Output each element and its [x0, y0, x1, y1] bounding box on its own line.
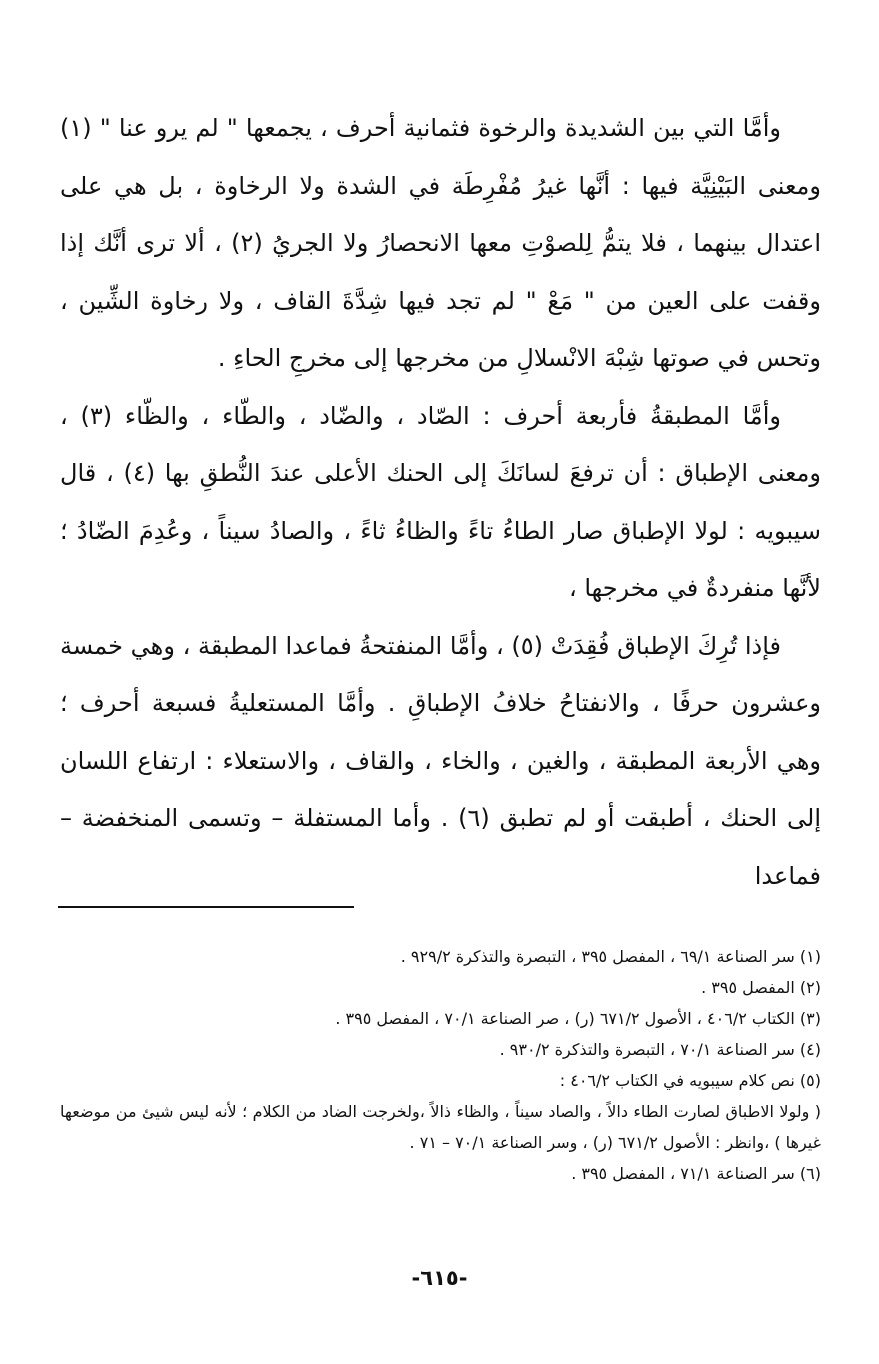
footnote-separator: [58, 906, 354, 908]
footnote-quote: ( ولولا الاطباق لصارت الطاء دالاً ، والصاد سيناً ، والظاء ذالاً ،ولخرجت الضاد من الكلام ؛ لأنه ليس شيئ من موضعها غيرها ) ،وانظر : الأصول ٦٧١/٢ (ر) ، وسر الصناعة ٧٠/١ – ٧١ .: [60, 1102, 821, 1152]
footnote: (٣) الكتاب ٤٠٦/٢ ، الأصول ٦٧١/٢ (ر) ، صر الصناعة ٧٠/١ ، المفصل ٣٩٥ .: [335, 1009, 821, 1028]
paragraph: وأمَّا المطبقةُ فأربعة أحرف : الصّاد ، والضّاد ، والطّاء ، والظّاء (٣) ، ومعنى الإطباق : أن ترفعَ لسانَكَ إلى الحنك الأعلى عندَ النُّطقِ بها (٤) ، قال سيبويه : لولا الإطباق صار الطاءُ تاءً والظاءُ ثاءً ، والصادُ سيناً ، وعُدِمَ الضّادُ ؛ لأنَّها منفردةٌ في مخرجها ،: [60, 401, 821, 602]
paragraph: فإذا تُرِكَ الإطباق فُقِدَتْ (٥) ، وأمَّا المنفتحةُ فماعدا المطبقة ، وهي خمسة وعشرون حرفًا ، والانفتاحُ خلافُ الإطباقِ . وأمَّا المستعليةُ فسبعة أحرف ؛ وهي الأربعة المطبقة ، والغين ، والخاء ، والقاف ، والاستعلاء : ارتفاع اللسان إلى الحنك ، أطبقت أو لم تطبق (٦) . وأما المستفلة – وتسمى المنخفضة – فماعدا: [60, 631, 821, 890]
footnotes: [60, 941, 821, 1189]
footnote: (٥) نص كلام سيبويه في الكتاب ٤٠٦/٢ :: [559, 1071, 821, 1090]
footnote: (١) سر الصناعة ٦٩/١ ، المفصل ٣٩٥ ، التبصرة والتذكرة ٩٢٩/٢ .: [400, 947, 821, 966]
paragraph: وأمَّا التي بين الشديدة والرخوة فثمانية أحرف ، يجمعها " لم يرو عنا " (١) ومعنى البَيْنِيَّة فيها : أنَّها غيرُ مُفْرِطَة في الشدة ولا الرخاوة ، بل هي على اعتدال بينهما ، فلا يتمُّ لِلصوْتِ معها الانحصارُ ولا الجريُ (٢) ، ألا ترى أنَّك إذا وقفت على العين من " مَعْ " لم تجد فيها شِدَّةَ القاف ، ولا رخاوة الشِّين ، وتحس في صوتها شِبْهَ الانْسلالِ من مخرجها إلى مخرجِ الحاءِ .: [60, 114, 822, 372]
page-number: -٦١٥-: [411, 1266, 468, 1290]
footnote: (٤) سر الصناعة ٧٠/١ ، التبصرة والتذكرة ٩٣٠/٢ .: [499, 1040, 821, 1059]
main-text: [60, 100, 821, 905]
footnote: (٢) المفصل ٣٩٥ .: [701, 978, 821, 997]
footnote: (٦) سر الصناعة ٧١/١ ، المفصل ٣٩٥ .: [571, 1164, 821, 1183]
